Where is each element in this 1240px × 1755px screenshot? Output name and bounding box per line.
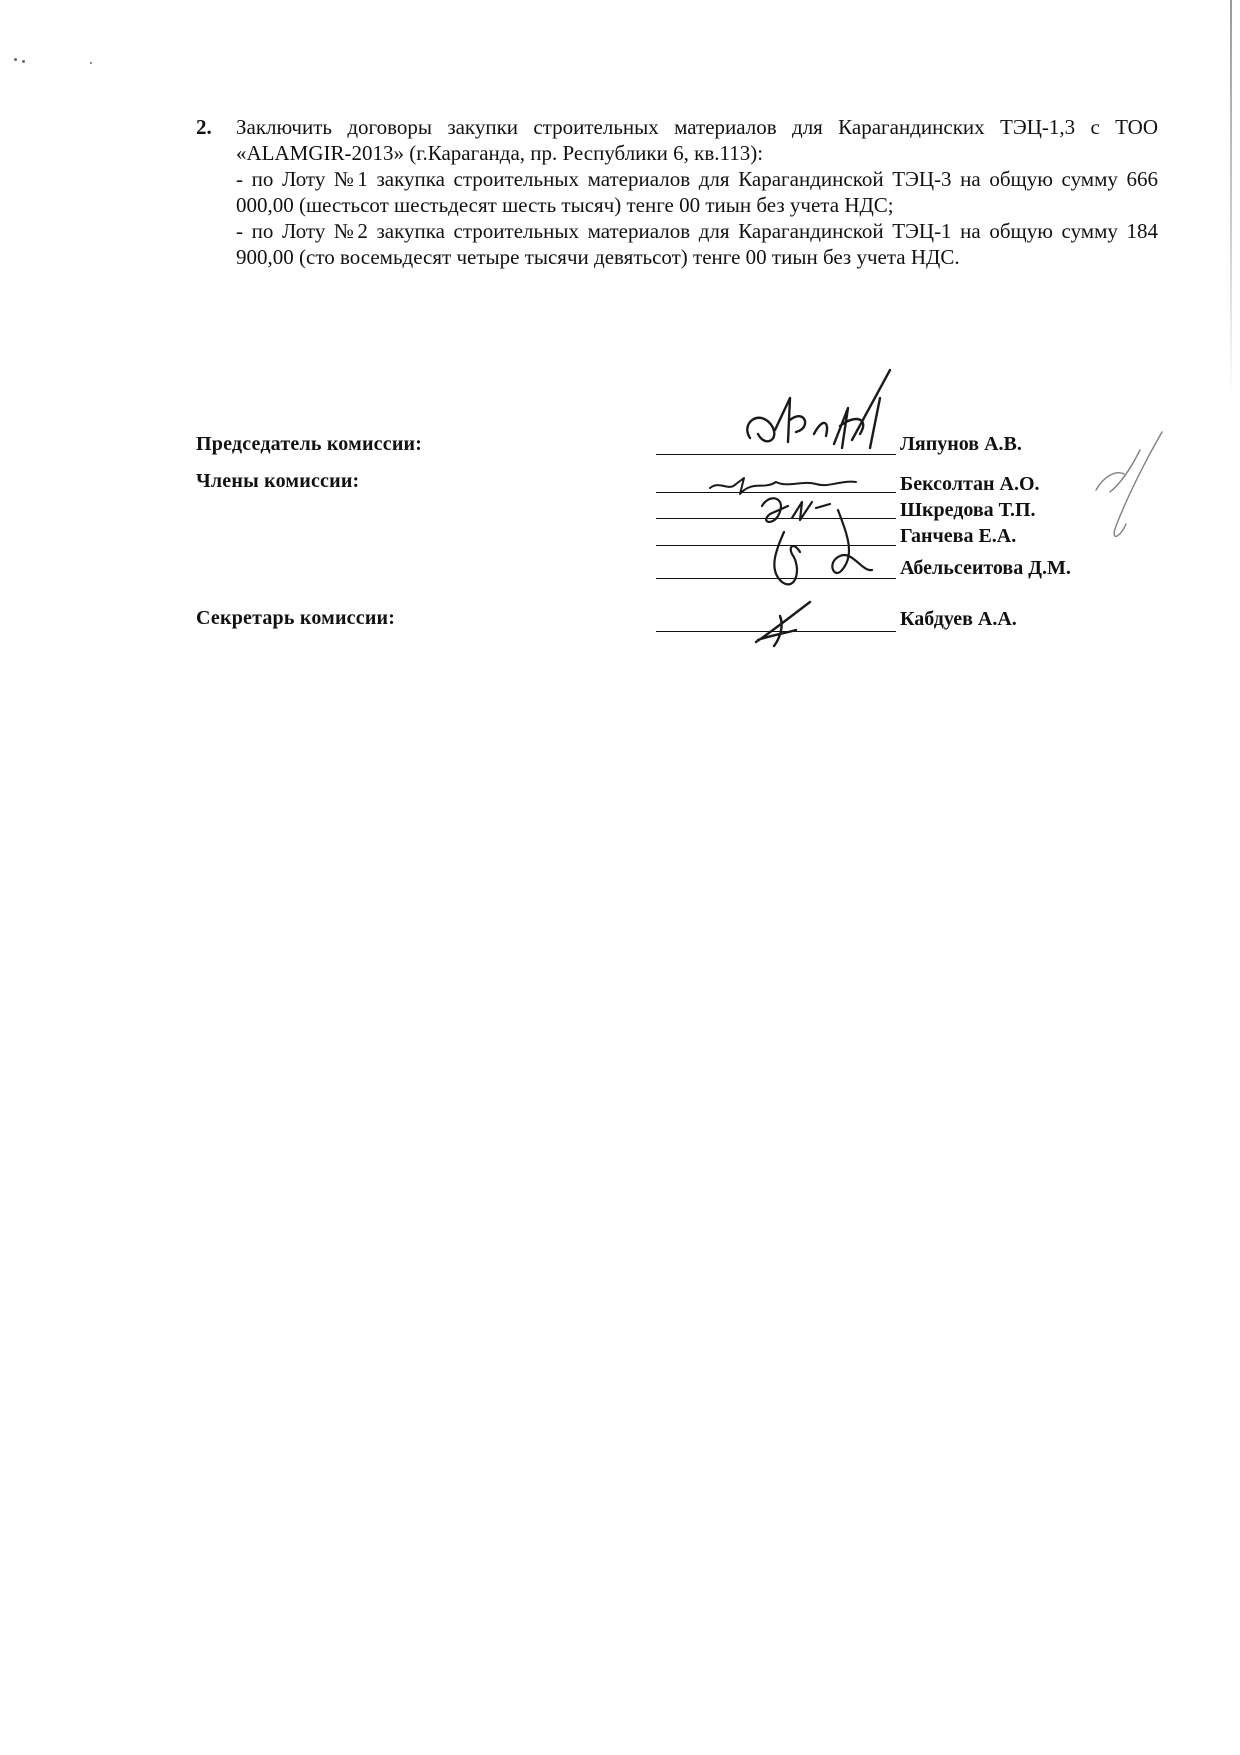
members-label: Члены комиссии: xyxy=(196,470,360,492)
chairman-name: Ляпунов А.В. xyxy=(900,433,1022,455)
margin-signature xyxy=(1090,430,1170,550)
decision-item xyxy=(196,114,1158,270)
decision-body xyxy=(236,114,1158,270)
chairman-signature xyxy=(730,368,900,468)
decision-text: Заключить договоры закупки строительных материалов для Карагандинских ТЭЦ-1,3 с ТОО «ALAMGIR-2013» (г.Караганда, пр. Республики 6, кв.113): xyxy=(236,115,1158,165)
member-name-2: Шкредова Т.П. xyxy=(900,499,1036,521)
lot-1-text: - по Лоту №1 закупка строительных материалов для Карагандинской ТЭЦ-3 на общую сумму 666 000,00 (шестьсот шестьдесят шесть тысяч) тенге 00 тиын без учета НДС; xyxy=(236,167,1158,217)
scan-speck xyxy=(22,60,25,63)
scan-speck xyxy=(14,58,17,61)
member-name-1: Бексолтан А.О. xyxy=(900,473,1040,495)
scan-speck xyxy=(90,62,92,64)
secretary-name: Кабдуев А.А. xyxy=(900,608,1017,630)
scan-edge-artifact xyxy=(1230,0,1232,400)
member-2-3-4-signature xyxy=(748,492,898,607)
secretary-signature xyxy=(750,600,820,648)
decision-number: 2. xyxy=(196,115,212,139)
secretary-label: Секретарь комиссии: xyxy=(196,607,396,629)
member-name-3: Ганчева Е.А. xyxy=(900,525,1017,547)
chairman-label: Председатель комиссии: xyxy=(196,433,423,455)
member-name-4: Абельсеитова Д.М. xyxy=(900,557,1071,579)
lot-2-text: - по Лоту №2 закупка строительных материалов для Карагандинской ТЭЦ-1 на общую сумму 184 900,00 (сто восемьдесят четыре тысячи девятьсот) тенге 00 тиын без учета НДС. xyxy=(236,219,1158,269)
